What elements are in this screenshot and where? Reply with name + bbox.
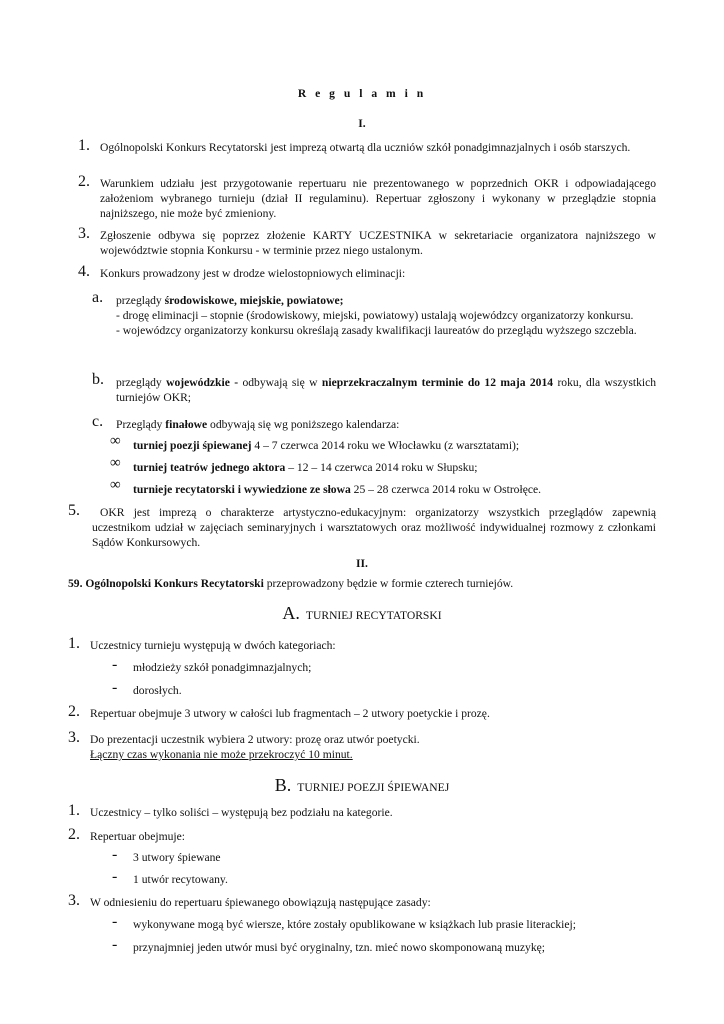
subitem-text xyxy=(116,293,656,338)
subitem-letter: a. xyxy=(92,289,104,306)
subitem-letter: c. xyxy=(92,413,104,430)
item-number: 2. xyxy=(78,173,90,190)
infinity-bullet-icon: ∞ xyxy=(110,433,121,449)
item-text: Ogólnopolski Konkurs Recytatorski jest imprezą otwartą dla uczniów szkół ponadgimnazjalnych i osób starszych. xyxy=(100,141,631,154)
infinity-bullet-icon: ∞ xyxy=(110,477,121,493)
dash-bullet: - xyxy=(112,868,118,885)
item-text: OKR jest imprezą o charakterze artystyczno-edukacyjnym: organizatorzy wszystkich przeglądów zapewnią uczestnikom udział w zajęciach seminaryjnych i warsztatowych oraz możliwość indywidualnej rozmowy z członkami Sądów Konkursowych. xyxy=(92,506,656,549)
item-number: 4. xyxy=(78,263,90,280)
intro-paragraph: 59. Ogólnopolski Konkurs Recytatorski przeprowadzony będzie w formie czterech turniejów. xyxy=(68,577,514,590)
item-number: 5. xyxy=(68,502,80,519)
item-text: Uczestnicy turnieju występują w dwóch kategoriach: xyxy=(90,639,336,652)
item-text: Warunkiem udziału jest przygotowanie repertuaru nie prezentowanego w poprzednich OKR i odpowiadającego założeniom wybranego turnieju (dział II regulaminu). Repertuar zgłoszony i wykonany w przeglądzie stopnia najniższego, nie może być zmieniony. xyxy=(100,177,656,220)
item-text: Konkurs prowadzony jest w drodze wielostopniowych eliminacji: xyxy=(100,267,406,280)
section-heading-1: I. xyxy=(358,117,366,130)
subitem-text: przeglądy wojewódzkie - odbywają się w nieprzekraczalnym terminie do 12 maja 2014 roku, dla wszystkich turniejów OKR; xyxy=(116,376,657,404)
infinity-bullet-icon: ∞ xyxy=(110,455,121,471)
subitem-letter: b. xyxy=(92,371,104,388)
item-text: Uczestnicy – tylko soliści – występują bez podziału na kategorie. xyxy=(90,806,393,819)
item-text: Repertuar obejmuje: xyxy=(90,830,185,843)
subitem-bold: środowiskowe, miejskie, powiatowe; xyxy=(164,294,344,307)
item-number: 3. xyxy=(68,729,80,746)
dash-bullet: - xyxy=(112,846,118,863)
item-number: 3. xyxy=(68,892,80,909)
item-text: Do prezentacji uczestnik wybiera 2 utwory: prozę oraz utwór poetycki. Łączny czas wykonania nie może przekroczyć 10 minut. xyxy=(90,733,420,761)
dash-bullet: - xyxy=(112,936,118,953)
item-number: 3. xyxy=(78,225,90,242)
item-text: Zgłoszenie odbywa się poprzez złożenie KARTY UCZESTNIKA w sekretariacie organizatora najniższego w województwie stopnia Konkursu - w terminie przez niego ustalonym. xyxy=(100,229,656,257)
document-title: R e g u l a m i n xyxy=(297,87,427,100)
section-a-heading: A. TURNIEJ RECYTATORSKI xyxy=(282,603,442,623)
item-number: 1. xyxy=(68,635,80,652)
dash-item: młodzieży szkół ponadgimnazjalnych; xyxy=(133,661,312,674)
final-event: turniej poezji śpiewanej 4 – 7 czerwca 2014 roku we Włocławku (z warsztatami); xyxy=(133,439,520,452)
dash-bullet: - xyxy=(112,656,118,673)
final-event: turnieje recytatorski i wywiedzione ze słowa 25 – 28 czerwca 2014 roku w Ostrołęce. xyxy=(133,483,542,496)
dash-item: 1 utwór recytowany. xyxy=(133,873,228,886)
dash-bullet: - xyxy=(112,679,118,696)
dash-item: 3 utwory śpiewane xyxy=(133,851,221,864)
item-text: Repertuar obejmuje 3 utwory w całości lub fragmentach – 2 utwory poetyckie i prozę. xyxy=(90,707,490,720)
dash-bullet: - xyxy=(112,913,118,930)
subitem-line: - drogę eliminacji – stopnie (środowiskowy, miejski, powiatowy) ustalają wojewódzcy organizatorzy konkursu. xyxy=(116,309,634,322)
subitem-line: - wojewódzcy organizatorzy konkursu określają zasady kwalifikacji laureatów do przeglądu wyższego szczebla. xyxy=(116,324,637,337)
time-limit-note: Łączny czas wykonania nie może przekroczyć 10 minut. xyxy=(90,748,353,761)
subitem-text: Przeglądy finałowe odbywają się wg poniższego kalendarza: xyxy=(116,418,400,431)
dash-item: przynajmniej jeden utwór musi być oryginalny, tzn. mieć nowo skomponowaną muzykę; xyxy=(133,941,546,954)
subitem-prefix: przeglądy xyxy=(116,294,165,307)
dash-item: wykonywane mogą być wiersze, które zostały opublikowane w książkach lub prasie literackiej; xyxy=(133,918,576,931)
item-number: 1. xyxy=(68,802,80,819)
dash-item: dorosłych. xyxy=(133,684,182,697)
final-event: turniej teatrów jednego aktora – 12 – 14 czerwca 2014 roku w Słupsku; xyxy=(133,461,478,474)
item-text: W odniesieniu do repertuaru śpiewanego obowiązują następujące zasady: xyxy=(90,896,431,909)
item-number: 2. xyxy=(68,703,80,720)
section-heading-2: II. xyxy=(356,557,368,570)
item-number: 1. xyxy=(78,137,90,154)
section-b-heading: B. TURNIEJ POEZJI ŚPIEWANEJ xyxy=(274,775,450,795)
item-number: 2. xyxy=(68,826,80,843)
